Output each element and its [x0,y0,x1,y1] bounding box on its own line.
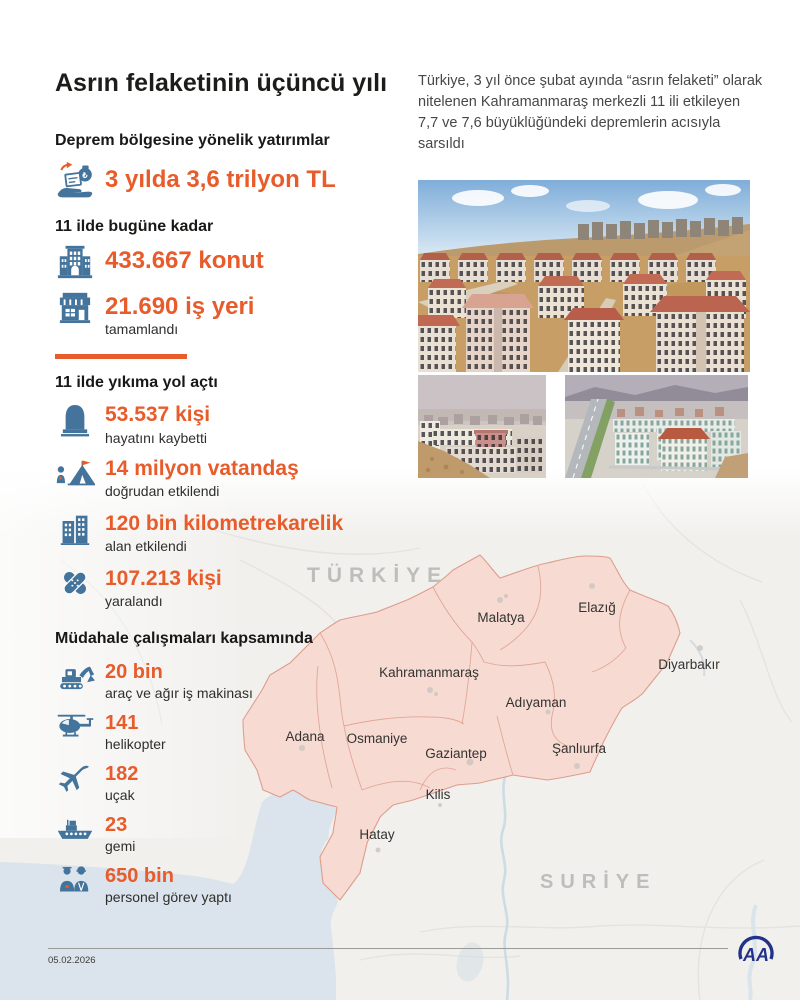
helicopter-stat-row [55,712,415,752]
affected-label: doğrudan etkilendi [105,482,220,499]
helicopter-label: helikopter [105,735,166,752]
province-label-kilis: Kilis [425,787,451,802]
injured-value: 107.213 kişi [105,566,222,590]
storefront-icon [55,290,95,324]
deaths-label: hayatını kaybetti [105,429,207,446]
workplace-stat-row [55,290,415,337]
housing-stat-row [55,243,415,281]
bandage-icon [55,567,95,599]
investment-heading: Deprem bölgesine yönelik yatırımlar [55,132,330,149]
personnel-icon [55,865,95,895]
plane-label: uçak [105,786,135,803]
machinery-value: 20 bin [105,660,163,683]
helicopter-icon [55,712,95,740]
helicopter-text [105,712,166,752]
province-label-adiyaman: Adıyaman [505,695,567,710]
country-label-turkiye: TÜRKİYE [307,564,449,587]
tombstone-icon [55,403,95,437]
province-label-sanliurfa: Şanlıurfa [551,741,607,756]
province-label-malatya: Malatya [477,610,525,625]
ship-text [105,814,135,854]
apartment-icon [55,243,95,281]
ship-value: 23 [105,813,128,836]
building-icon [55,512,95,546]
machinery-stat-row [55,661,415,701]
helicopter-value: 141 [105,711,139,734]
completed-heading: 11 ilde bugüne kadar [55,218,214,235]
tent-icon [55,457,95,491]
area-stat-row [55,512,415,554]
ship-label: gemi [105,837,136,854]
footer-date: 05.02.2026 [48,955,96,966]
injured-text [105,567,222,609]
response-heading: Müdahale çalışmaları kapsamında [55,629,313,647]
plane-text [105,763,138,803]
province-label-osmaniye: Osmaniye [346,731,408,746]
country-label-suriye: SURİYE [540,871,657,893]
machinery-label: araç ve ağır iş makinası [105,684,253,701]
plane-stat-row [55,763,415,803]
province-label-elazig: Elazığ [578,600,616,615]
area-label: alan etkilendi [105,537,187,554]
deaths-value: 53.537 kişi [105,403,211,427]
intro-paragraph: Türkiye, 3 yıl önce şubat ayında “asrın felaketi” olarak nitelenen Kahramanmaraş merkezli 11 ili etkileyen 7,7 ve 7,6 büyüklüğündeki depremlerin acısıyla sarsıldı [418,72,763,152]
workplace-stat-value: 21.690 iş yeri [105,293,255,320]
logo-text: AA [743,945,769,965]
province-label-kahramanmaras: Kahramanmaraş [379,665,479,680]
stats-column [55,118,415,905]
ship-icon [55,814,95,842]
plane-value: 182 [105,762,139,785]
personnel-label: personel görev yaptı [105,888,232,905]
area-text [105,512,343,554]
photo-housing-aerial-large [418,180,750,372]
machinery-text [105,661,253,701]
ship-stat-row [55,814,415,854]
province-label-gaziantep: Gaziantep [425,746,487,761]
affected-value: 14 milyon vatandaş [105,456,299,480]
money-hand-icon [55,159,95,203]
province-label-hatay: Hatay [359,827,395,842]
page-title: Asrın felaketinin üçüncü yılı [55,68,388,97]
completed-footnote: tamamlandı [105,321,179,338]
affected-stat-row [55,457,415,499]
destruction-heading: 11 ilde yıkıma yol açtı [55,374,218,392]
section-divider [55,354,187,359]
excavator-icon [55,661,95,693]
plane-icon [55,763,95,797]
personnel-value: 650 bin [105,864,174,887]
footer-divider-line [48,948,728,949]
deaths-stat-row [55,403,415,445]
province-label-diyarbakir: Diyarbakır [658,657,720,672]
area-value: 120 bin kilometrekarelik [105,511,344,535]
injured-label: yaralandı [105,592,163,609]
province-label-adana: Adana [285,729,325,744]
workplace-text [105,290,254,337]
photo-housing-aerial-small-1 [418,375,546,478]
investment-amount: 3 yılda 3,6 trilyon TL [105,166,336,193]
photo-housing-aerial-small-2 [565,375,748,478]
personnel-text [105,865,232,905]
injured-stat-row [55,567,415,609]
personnel-stat-row [55,865,415,905]
investment-row [55,159,415,203]
affected-text [105,457,299,499]
deaths-text [105,403,210,445]
svg-text:₺: ₺ [82,170,88,180]
housing-stat-value: 433.667 konut [105,247,264,274]
anadolu-agency-logo [735,931,777,982]
